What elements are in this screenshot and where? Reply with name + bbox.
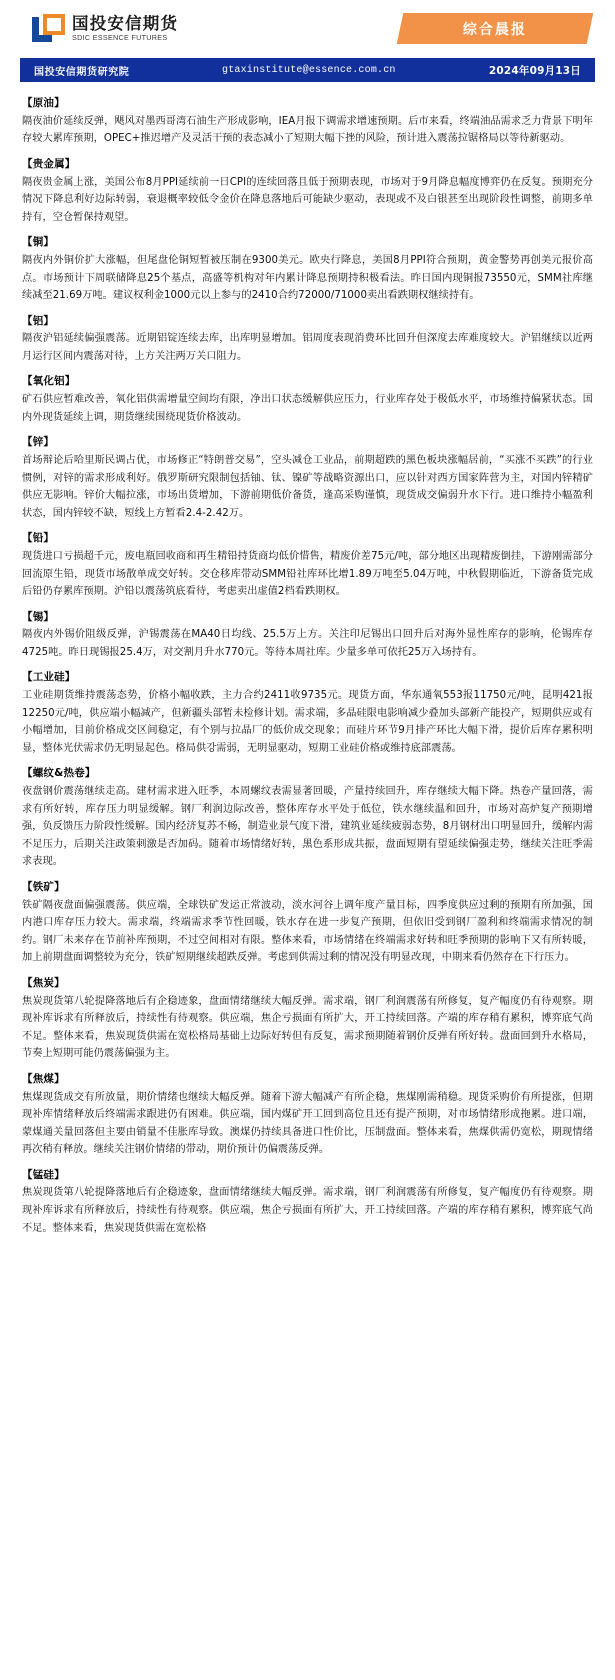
company-logo [32, 14, 178, 43]
commodity-section [22, 374, 593, 426]
contact-email: gtaxinstitute@essence.com.cn [222, 64, 396, 76]
section-title: 【贵金属】 [22, 157, 76, 170]
page-header [0, 0, 615, 58]
section-title: 【氧化铝】 [22, 375, 76, 388]
section-title: 【铅】 [22, 532, 55, 545]
commodity-section [22, 435, 593, 522]
section-body: 焦煤现货成交有所放量，期价情绪也继续大幅反弹。随着下游大幅减产有所企稳，焦煤刚需稍稳。现货采购价有所提涨，但期现补库情绪释放后终端需求跟进仍有困难。供应端，国内煤矿开工回到高位且还有提产预期，对市场情绪形成拖累。进口端，蒙煤通关量回落但主要由销量不佳胀库导致。澳煤仍持续具备进口性价比，压制盘面。整体来看，焦煤供需仍宽松，期现情绪再次稍有释放。继续关注钢价情绪的带动，期价预计仍偏震荡反弹。 [22, 1091, 593, 1156]
commodity-section [22, 880, 593, 967]
institute-name: 国投安信期货研究院 [34, 66, 130, 78]
section-body: 矿石供应暂难改善，氧化铝供需增量空间均有限，净出口状态缓解供应压力，行业库存处于极低水平，市场维持偏紧状态。国内外现货延续上调，期货继续围绕现货价格波动。 [22, 394, 593, 423]
section-title: 【铁矿】 [22, 880, 65, 893]
section-title: 【铝】 [22, 314, 55, 327]
commodity-section [22, 314, 593, 366]
section-body: 隔夜沪铝延续偏强震荡。近期铝锭连续去库，出库明显增加。铝周度表现消费环比回升但深度去库难度较大。沪铝继续以近两月运行区间内震荡对待，上方关注两万关口阻力。 [22, 333, 593, 362]
sdic-logo-icon [32, 14, 66, 43]
section-body: 首场辩论后哈里斯民调占优，市场修正“特朗普交易”，空头减仓工业品，前期超跌的黑色板块涨幅居前，“买涨不买跌”的行业惯例，对锌的需求形成利好。俄罗斯研究限制包括铀、钛、镍矿等战略资源出口，应以针对西方国家阵营为主，对国内锌精矿供应无影响。锌价大幅拉涨，市场出货增加，下游前期低价备货，逢高采购谨慎，现货成交偏弱升水下行。进口维持小幅盈利状态，国内锌较不缺，短线上方暂看2.4-2.42万。 [22, 455, 593, 519]
commodity-section [22, 531, 593, 600]
section-body: 隔夜贵金属上涨，美国公布8月PPI延续前一日CPI的连续回落且低于预期表现，市场对于9月降息幅度博弈仍在反复。预期充分情况下降息利好边际转弱，衰退概率较低令金价在降息落地后可能缺少驱动，表现或不及白银甚至出现阶段性调整，前期多单持有，空仓暂保持观望。 [22, 176, 593, 223]
section-body: 隔夜内外铜价扩大涨幅，但尾盘伦铜短暂被压制在9300美元。欧央行降息，美国8月PPI符合预期，黄金警势再创美元报价高点。市场预计下周联储降息25个基点，高盛等机构对年内累计降息预期持积极看法。昨日国内现铜报73550元，SMM社库继续减至21.69万吨。建议权利金1000元以上参与的2410合约72000/71000卖出看跌期权继续持有。 [22, 254, 593, 302]
banner-label: 综合晨报 [463, 21, 527, 38]
section-body: 夜盘钢价震荡继续走高。建材需求进入旺季，本周螺纹表需显著回暖，产量持续回升，库存继续大幅下降。热卷产量回落，需求有所好转，库存压力明显缓解。钢厂利润边际改善，整体库存水平处于低位，铁水继续温和回升，市场对高炉复产预期增强，负反馈压力阶段性缓解。国内经济复苏不畅，制造业景气度下滑，建筑业延续疲弱态势，8月钢材出口明显回升，缓解内需不足压力，后期关注政策刺激是否加码。随着市场情绪好转，黑色系形成共振，盘面短期有望延续偏强走势，继续关注旺季需求表现。 [22, 786, 593, 868]
report-type-banner [397, 13, 594, 44]
section-title: 【原油】 [22, 97, 65, 109]
commodity-section [22, 1168, 593, 1237]
commodity-section [22, 235, 593, 304]
logo-notch [47, 21, 52, 31]
section-body: 焦炭现货第八轮提降落地后有企稳迹象，盘面情绪继续大幅反弹。需求端，钢厂利润震荡有所修复，复产幅度仍有待观察。期现补库诉求有所释放后，持续性有待观察。供应端，焦企亏损面有所扩大，开工持续回落。产端的库存稍有累积，博弈底气尚不足。整体来看，焦炭现货供需在宽松格局基础上边际好转但有反复，需求预期随着钢价反弹有所好转。盘面回到升水格局，节奏上短期可能仍震荡偏强为主。 [22, 995, 593, 1060]
section-body: 现货进口亏损超千元，废电瓶回收商和再生精铅持货商均低价惜售，精废价差75元/吨，部分地区出现精废倒挂，下游刚需部分回流原生铅，现货市场散单成交好转。交仓移库带动SMM铅社库环比增1.89万吨至5.04万吨，中秋假期临近，下游备货完成后铅仍存累库预期。沪铅以震荡筑底看待，考虑卖出虚值2档看跌期权。 [22, 551, 593, 598]
section-title: 【焦炭】 [22, 976, 65, 989]
commodity-section [22, 670, 593, 757]
section-title: 【螺纹&热卷】 [22, 767, 96, 780]
section-title: 【锌】 [22, 436, 55, 449]
commodity-section [22, 157, 593, 226]
section-title: 【工业硅】 [22, 671, 76, 684]
report-date: 2024年09月13日 [488, 64, 581, 77]
info-bar [20, 58, 595, 82]
section-title: 【焦煤】 [22, 1072, 65, 1085]
commodity-section [22, 96, 593, 148]
section-body: 隔夜内外锡价阻级反弹，沪锡震荡在MA40日均线、25.5万上方。关注印尼锡出口回升后对海外显性库存的影响，伦锡库存4725吨。昨日现锡报25.4万，对交割月升水770元。等待本周社库。少量多单可依托25万入场持有。 [22, 629, 593, 658]
logo-text-en: SDIC ESSENCE FUTURES [72, 33, 168, 43]
section-title: 【铜】 [22, 236, 55, 249]
section-body: 铁矿隔夜盘面偏强震荡。供应端，全球铁矿发运正常波动，淡水河谷上调年度产量目标，四季度供应过剩的预期有所加强，国内港口库存压力较大。需求端，终端需求季节性回暖，铁水存在进一步复产预期，但依旧受到钢厂盈利和终端需求情况的制约。钢厂未来存在节前补库预期，不过空间相对有限。整体来看，市场情绪在终端需求好转和旺季预期的影响下又有所转暖，加上前期盘面调整较为充分，铁矿短期继续超跌反弹。考虑到供需过剩的情况没有明显改现，中期来看仍然存在下行压力。 [22, 899, 593, 964]
section-title: 【锡】 [22, 610, 55, 623]
commodity-section [22, 610, 593, 662]
section-body: 隔夜油价延续反弹，飓风对墨西哥湾石油生产形成影响，IEA月报下调需求增速预期。后市来看，终端油品需求乏力背景下明年存较大累库预期，OPEC+推迟增产及灵活干预的表态减小了短期大幅下挫的风险，预计进入震荡拉锯格局以等待新驱动。 [22, 115, 593, 145]
logo-wordmark [72, 13, 179, 43]
commodity-section [22, 766, 593, 870]
section-title: 【锰硅】 [22, 1168, 65, 1181]
section-body: 工业硅期货维持震荡态势，价格小幅收跌，主力合约2411收9735元。现货方面，华东通氧553报11750元/吨，昆明421报12250元/吨，供应端小幅减产，但新疆头部暂未检修计划。需求端，多晶硅限电影响减少叠加头部新产能投产，短期供应或有小幅增加，目前价格成交区间稳定，有个别与拉晶厂的低价成交现象；而硅片环节9月排产环比大幅下滑，提价后库存累积明显，整体光伏需求仍无明显起色。格局供강需弱，无明显驱动，短期工业硅价格或维持底部震荡。 [22, 690, 593, 754]
commodity-section [22, 976, 593, 1063]
commodity-section [22, 1072, 593, 1159]
section-body: 焦炭现货第八轮提降落地后有企稳迹象，盘面情绪继续大幅反弹。需求端，钢厂利润震荡有所修复，复产幅度仍有待观察。期现补库诉求有所释放后，持续性有待观察。供应端，焦企亏损面有所扩大，开工持续回落。产端的库存稍有累积，博弈底气尚不足。整体来看，焦炭现货供需在宽松格 [22, 1187, 593, 1234]
logo-text-cn: 国投安信期货 [72, 13, 179, 33]
report-content [0, 82, 615, 1237]
